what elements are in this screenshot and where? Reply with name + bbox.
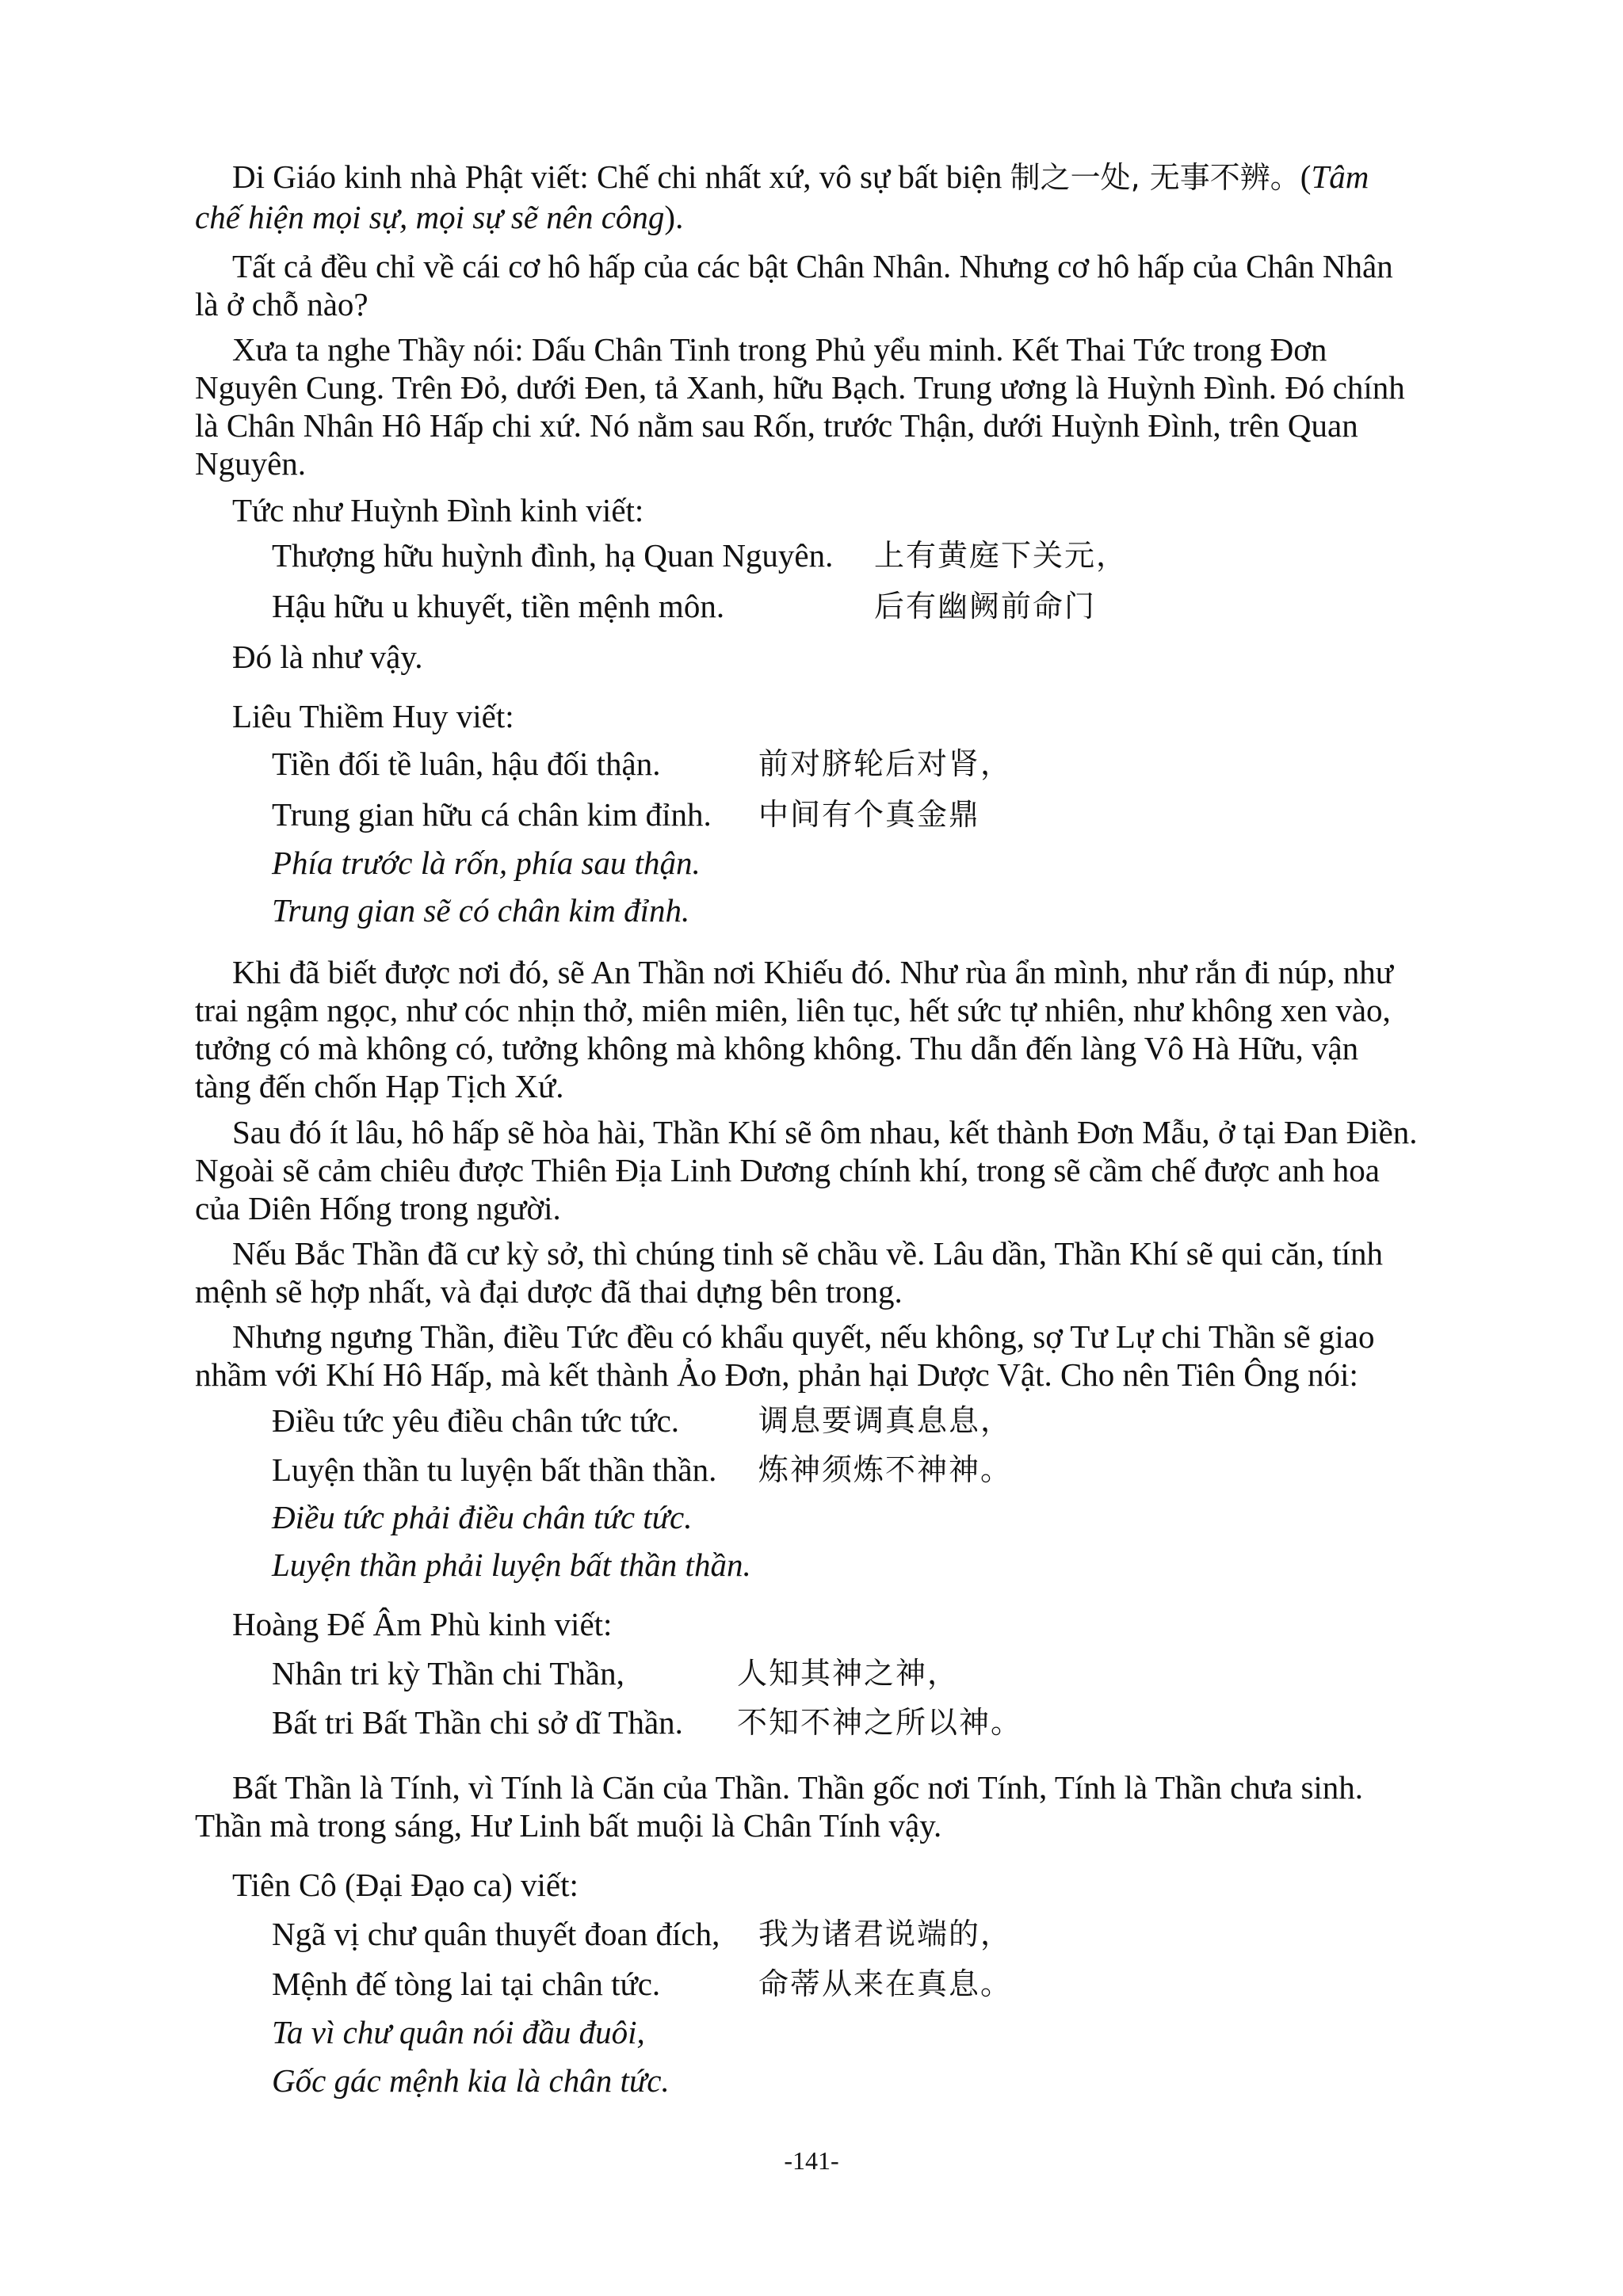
paragraph-10-line-2: nhầm với Khí Hô Hấp, mà kết thành Ảo Đơn, phản hại Dược Vật. Cho nên Tiên Ông nói: [195,1356,1358,1393]
text: ( [1300,158,1312,195]
paragraph-11-intro: Hoàng Đế Âm Phù kinh viết: [232,1606,613,1642]
verse-2-line-2-vn: Trung gian hữu cá chân kim đỉnh. [272,796,712,833]
verse-5-translation-2: Gốc gác mệnh kia là chân tức. [272,2062,670,2099]
paragraph-1-line-1 [232,158,1369,196]
paragraph-2-line-1: Tất cả đều chỉ về cái cơ hô hấp của các bật Chân Nhân. Nhưng cơ hô hấp của Chân Nhân [232,248,1393,284]
verse-5-line-2-cn: 命蒂从来在真息。 [758,1966,1013,2001]
paragraph-13-intro: Tiên Cô (Đại Đạo ca) viết: [232,1867,579,1903]
verse-3-line-2-vn: Luyện thần tu luyện bất thần thần. [272,1451,717,1488]
chinese-text: 制之一处, 无事不辨。 [1010,160,1300,195]
verse-1-line-2-vn: Hậu hữu u khuyết, tiền mệnh môn. [272,588,725,624]
verse-3-line-1-cn: 调息要调真息息， [758,1403,1013,1438]
italic-text: chế hiện mọi sự, mọi sự sẽ nên công [195,199,665,235]
paragraph-12-line-2: Thần mà trong sáng, Hư Linh bất muội là Chân Tính vậy. [195,1807,942,1844]
paragraph-7-line-4: tàng đến chốn Hạp Tịch Xứ. [195,1068,564,1104]
verse-3-line-1-vn: Điều tức yêu điều chân tức tức. [272,1402,680,1439]
verse-5-line-1-vn: Ngã vị chư quân thuyết đoan đích, [272,1916,720,1952]
paragraph-8-line-2: Ngoài sẽ cảm chiêu được Thiên Địa Linh Dương chính khí, trong sẽ cầm chế được anh hoa [195,1152,1380,1188]
verse-4-line-2-cn: 不知不神之所以神。 [737,1705,1023,1740]
page-number: -141- [784,2146,839,2175]
paragraph-7-line-2: trai ngậm ngọc, như cóc nhịn thở, miên miên, liên tục, hết sức tự nhiên, như không xen vào, [195,992,1391,1028]
verse-5-translation-1: Ta vì chư quân nói đầu đuôi, [272,2014,645,2050]
text: Di Giáo kinh nhà Phật viết: Chế chi nhất xứ, vô sự bất biện [232,158,1010,195]
verse-2-line-2-cn: 中间有个真金鼎 [758,797,981,832]
paragraph-8-line-3: của Diên Hống trong người. [195,1190,561,1226]
verse-5-line-1-cn: 我为诸君说端的， [758,1917,1013,1951]
paragraph-10-line-1: Nhưng ngưng Thần, điều Tức đều có khẩu quyết, nếu không, sợ Tư Lự chi Thần sẽ giao [232,1318,1375,1355]
paragraph-1-line-2 [195,198,683,236]
paragraph-3-line-1: Xưa ta nghe Thầy nói: Dấu Chân Tinh trong Phủ yểu minh. Kết Thai Tức trong Đơn [232,331,1327,368]
paragraph-8-line-1: Sau đó ít lâu, hô hấp sẽ hòa hài, Thần Khí sẽ ôm nhau, kết thành Đơn Mẫu, ở tại Đan Điền. [232,1114,1418,1150]
verse-5-line-2-vn: Mệnh đế tòng lai tại chân tức. [272,1966,661,2002]
verse-4-line-2-vn: Bất tri Bất Thần chi sở dĩ Thần. [272,1704,683,1741]
verse-1-line-1-cn: 上有黄庭下关元， [874,538,1128,573]
verse-3-translation-2: Luyện thần phải luyện bất thần thần. [272,1547,751,1583]
paragraph-9-line-1: Nếu Bắc Thần đã cư kỳ sở, thì chúng tinh sẽ chầu về. Lâu dần, Thần Khí sẽ qui căn, tính [232,1235,1383,1272]
verse-2-translation-1: Phía trước là rốn, phía sau thận. [272,845,701,881]
paragraph-3-line-3: là Chân Nhân Hô Hấp chi xứ. Nó nằm sau Rốn, trước Thận, dưới Huỳnh Đình, trên Quan [195,407,1358,444]
paragraph-7-line-1: Khi đã biết được nơi đó, sẽ An Thần nơi Khiếu đó. Như rùa ẩn mình, như rắn đi núp, như [232,954,1393,990]
verse-1-line-1-vn: Thượng hữu huỳnh đình, hạ Quan Nguyên. [272,537,834,574]
verse-4-line-1-cn: 人知其神之神， [737,1656,960,1691]
verse-2-line-1-vn: Tiền đối tề luân, hậu đối thận. [272,746,661,782]
paragraph-5: Đó là như vậy. [232,639,423,675]
verse-3-line-2-cn: 炼神须炼不神神。 [758,1452,1013,1487]
paragraph-9-line-2: mệnh sẽ hợp nhất, và đại dược đã thai dựng bên trong. [195,1273,903,1310]
verse-2-line-1-cn: 前对脐轮后对肾， [758,746,1013,781]
paragraph-3-line-2: Nguyên Cung. Trên Đỏ, dưới Đen, tả Xanh, hữu Bạch. Trung ương là Huỳnh Đình. Đó chính [195,369,1405,406]
paragraph-2-line-2: là ở chỗ nào? [195,286,369,322]
text: ). [664,199,684,235]
paragraph-6-intro: Liêu Thiềm Huy viết: [232,698,514,734]
verse-2-translation-2: Trung gian sẽ có chân kim đỉnh. [272,892,690,929]
verse-1-line-2-cn: 后有幽阙前命门 [874,589,1097,624]
verse-3-translation-1: Điều tức phải điều chân tức tức. [272,1499,693,1535]
italic-text: Tâm [1311,158,1369,195]
paragraph-7-line-3: tưởng có mà không có, tưởng không mà không không. Thu dẫn đến làng Vô Hà Hữu, vận [195,1030,1359,1066]
paragraph-3-line-4: Nguyên. [195,445,307,482]
paragraph-4-intro: Tức như Huỳnh Đình kinh viết: [232,492,644,528]
paragraph-12-line-1: Bất Thần là Tính, vì Tính là Căn của Thần. Thần gốc nơi Tính, Tính là Thần chưa sinh. [232,1769,1364,1806]
verse-4-line-1-vn: Nhân tri kỳ Thần chi Thần, [272,1655,624,1691]
